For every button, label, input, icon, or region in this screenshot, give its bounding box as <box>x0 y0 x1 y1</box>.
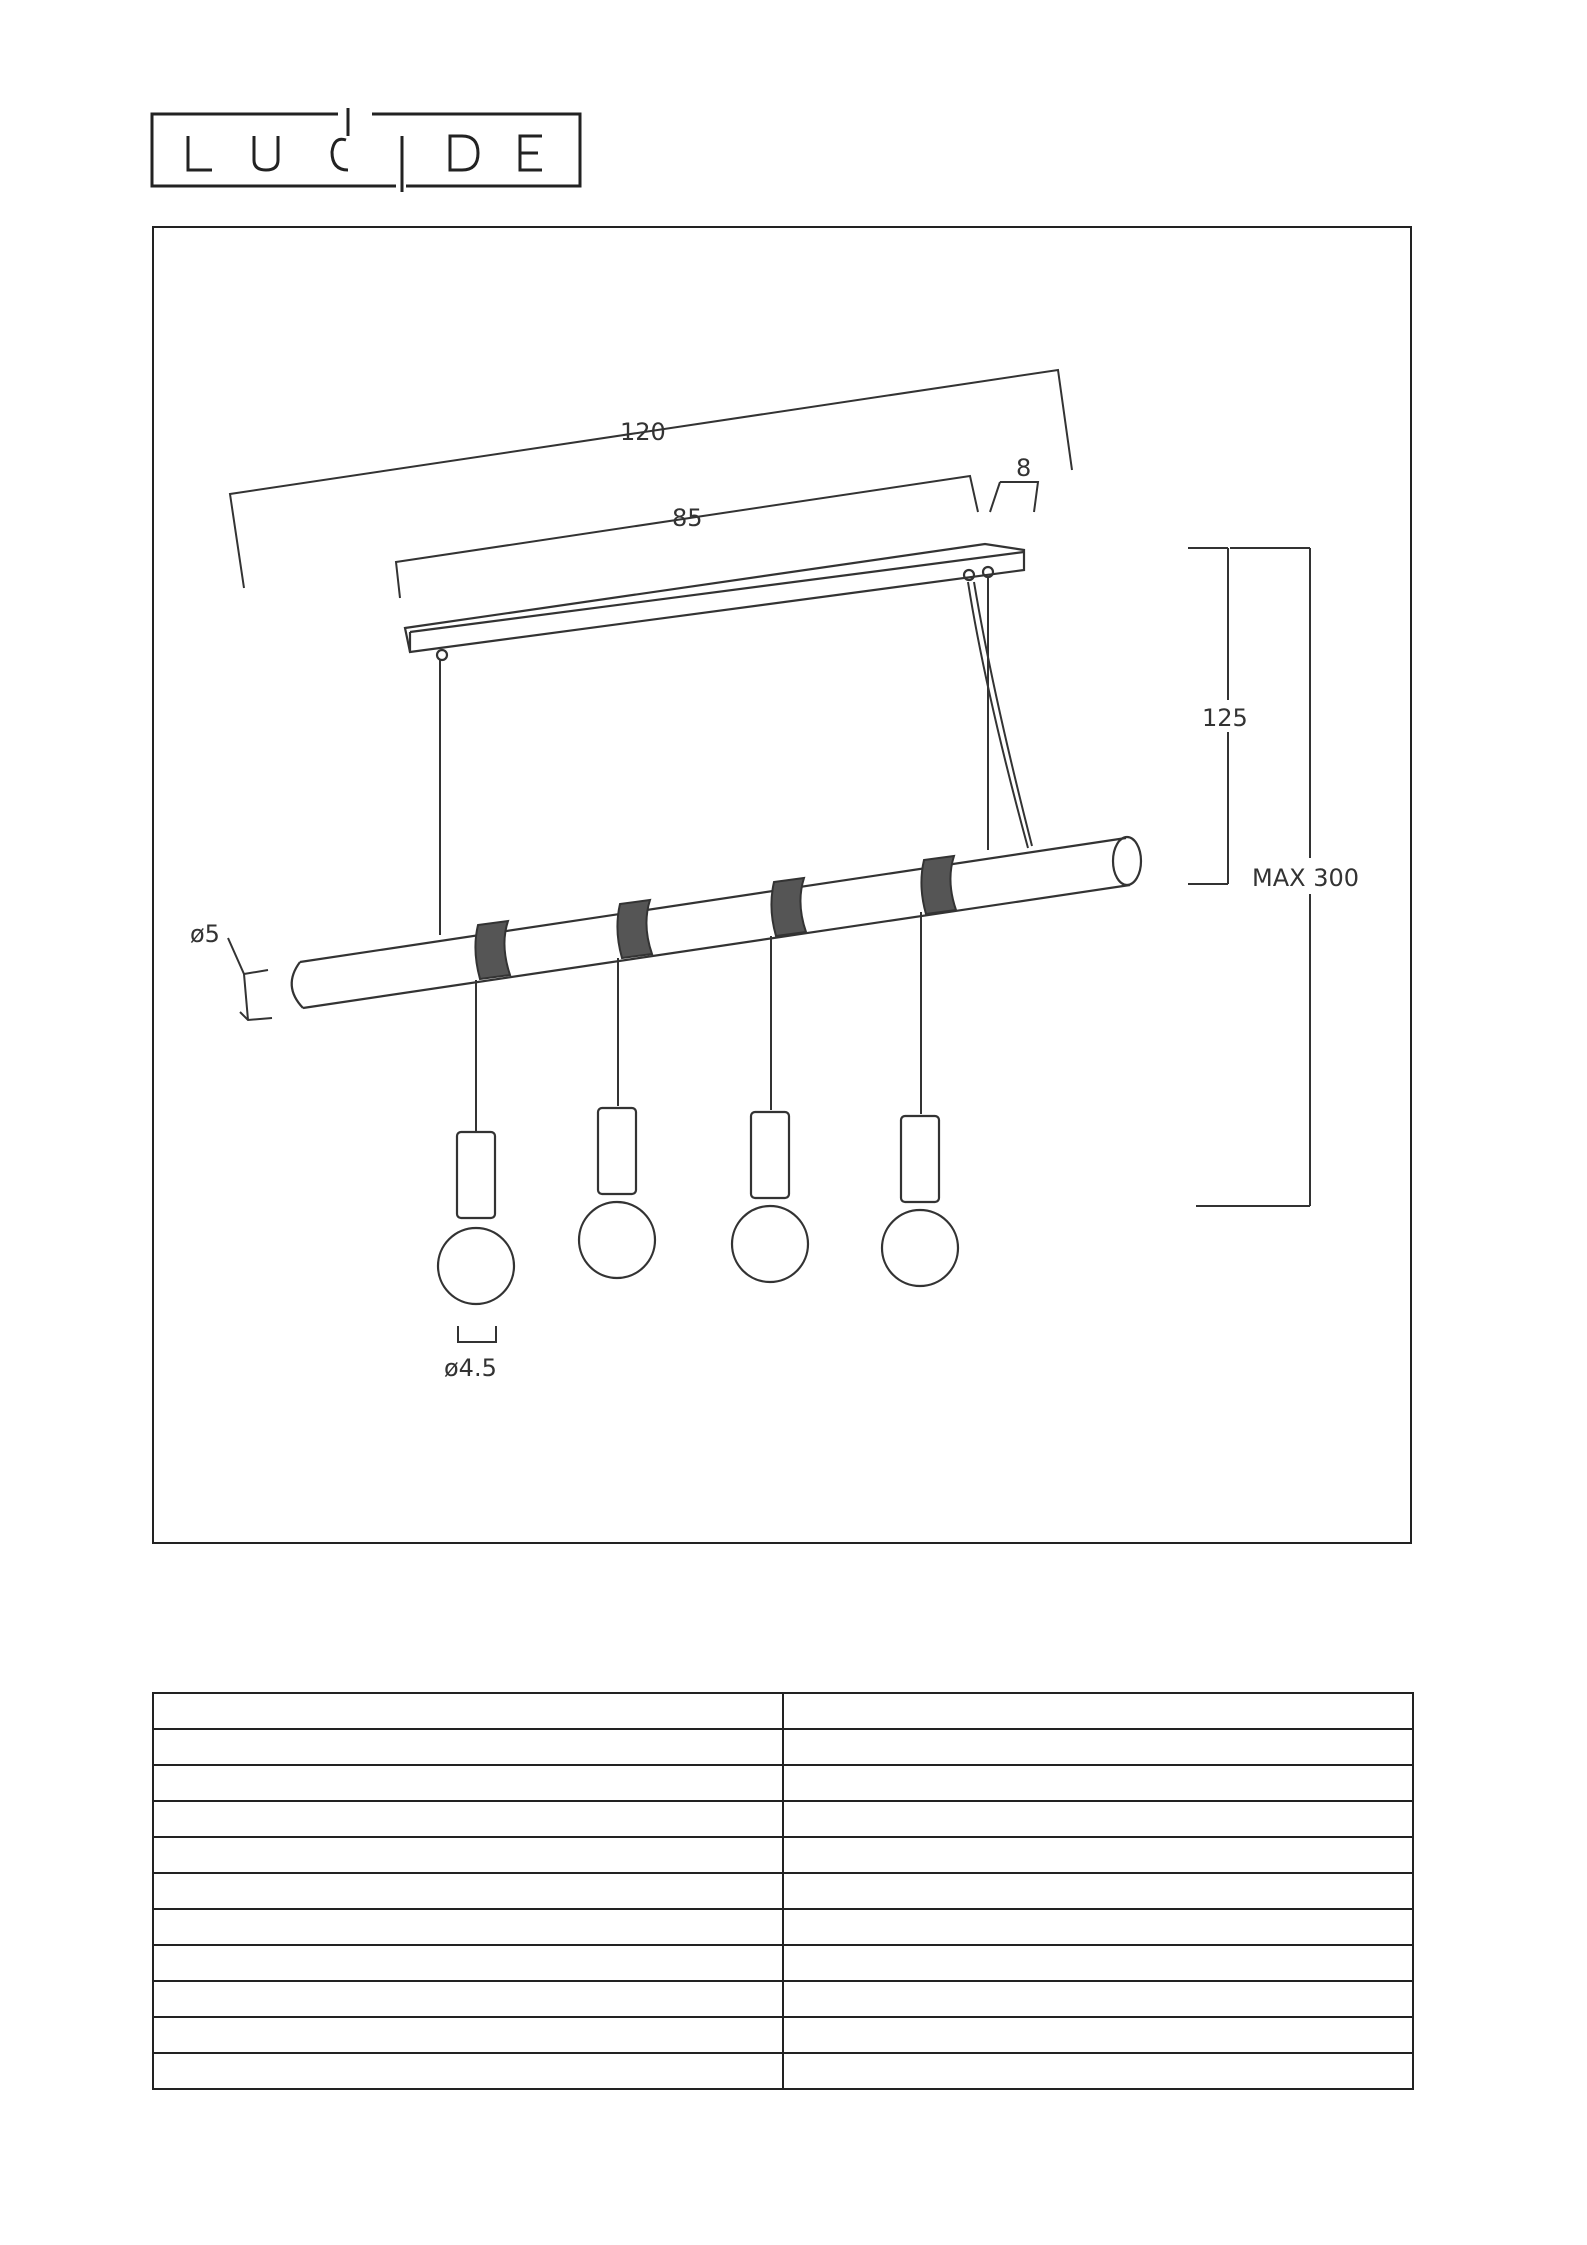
spec-value-cell <box>783 1837 1413 1873</box>
spec-value-cell <box>783 1693 1413 1729</box>
pendant-cords <box>476 912 921 1132</box>
spec-label-cell <box>153 1981 783 2017</box>
canopy-length-label: 85 <box>672 504 703 532</box>
spec-label-cell <box>153 1801 783 1837</box>
canopy-height-dimension <box>1188 548 1254 884</box>
spec-value-cell <box>783 1801 1413 1837</box>
spec-table-row <box>153 1693 1413 1729</box>
light-bar <box>292 837 1141 1008</box>
ceiling-canopy <box>405 544 1024 660</box>
spec-label-cell <box>153 1729 783 1765</box>
max-height-dimension <box>1196 548 1372 1206</box>
spec-value-cell <box>783 1945 1413 1981</box>
spec-table-row <box>153 1801 1413 1837</box>
pendant-lamps <box>438 1108 958 1304</box>
spec-value-cell <box>783 1873 1413 1909</box>
bulb-diameter-dimension <box>444 1326 497 1382</box>
total-length-label: 120 <box>620 418 666 446</box>
pendant-lamp <box>438 1132 514 1304</box>
spec-value-cell <box>783 1981 1413 2017</box>
canopy-width-label: 8 <box>1016 454 1032 482</box>
canopy-width-dimension <box>990 454 1038 512</box>
spec-value-cell <box>783 1909 1413 1945</box>
bulb-diameter-label: ø4.5 <box>444 1354 497 1382</box>
spec-table-row <box>153 1765 1413 1801</box>
max-height-label: MAX 300 <box>1252 864 1360 892</box>
spec-label-cell <box>153 1693 783 1729</box>
bar-diameter-label: ø5 <box>190 920 220 948</box>
pendant-lamp <box>732 1112 808 1282</box>
bar-diameter-dimension <box>190 920 272 1020</box>
spec-table-body <box>153 1693 1413 2089</box>
spec-table-row <box>153 1909 1413 1945</box>
spec-value-cell <box>783 1729 1413 1765</box>
canopy-length-dimension <box>396 476 978 598</box>
canopy-height-label: 125 <box>1202 704 1248 732</box>
spec-value-cell <box>783 2053 1413 2089</box>
spec-table-row <box>153 1945 1413 1981</box>
spec-label-cell <box>153 1837 783 1873</box>
spec-label-cell <box>153 2017 783 2053</box>
spec-table-row <box>153 1729 1413 1765</box>
spec-table-row <box>153 2017 1413 2053</box>
spec-value-cell <box>783 2017 1413 2053</box>
pendant-lamp <box>579 1108 655 1278</box>
spec-table-row <box>153 1873 1413 1909</box>
spec-label-cell <box>153 1909 783 1945</box>
spec-value-cell <box>783 1765 1413 1801</box>
spec-label-cell <box>153 2053 783 2089</box>
spec-label-cell <box>153 1765 783 1801</box>
spec-table-row <box>153 2053 1413 2089</box>
pendant-lamp <box>882 1116 958 1286</box>
spec-table <box>152 1692 1414 2090</box>
spec-label-cell <box>153 1945 783 1981</box>
spec-label-cell <box>153 1873 783 1909</box>
spec-table-row <box>153 1837 1413 1873</box>
spec-table-row <box>153 1981 1413 2017</box>
